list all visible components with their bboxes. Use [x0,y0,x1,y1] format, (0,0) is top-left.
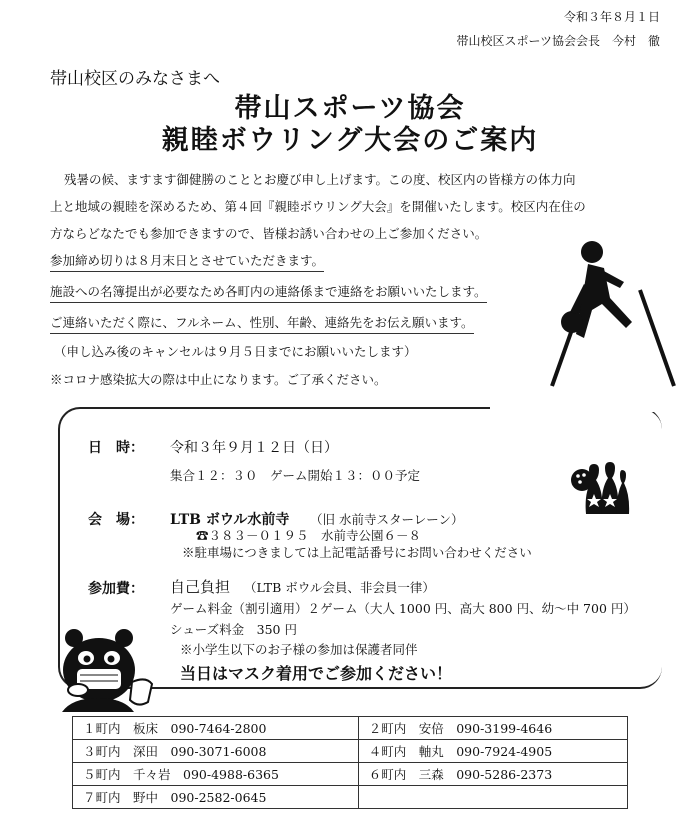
sender: 帯山校区スポーツ協会会長 今村 徹 [456,34,660,48]
body-line: 方ならどなたでも参加できますので、皆様お誘い合わせの上ご参加ください。 [50,226,488,241]
venue-phone: ☎３８３－０１９５ 水前寺公園６－８ [196,528,422,543]
mask-note: 当日はマスク着用でご参加ください！ [180,664,453,683]
kumamon-mascot-icon [62,628,162,712]
fee-value: 自己負担 [170,578,231,596]
issue-date: 令和３年８月１日 [563,10,660,24]
roster-note: 施設への名簿提出が必要なため各町内の連絡係まで連絡をお願いいたします。 [50,282,487,303]
shoe-fee: シューズ料金 350 円 [170,622,297,637]
table-row [73,717,628,740]
contact-info-note: ご連絡いただく際に、フルネーム、性別、年齢、連絡先をお伝え願います。 [50,313,474,334]
contact-cell: １町内 板床 090-7464-2800 [73,717,359,740]
body-line: 上と地域の親睦を深めるため、第４回『親睦ボウリング大会』を開催いたします。校区内在住の [50,199,586,214]
contact-cell: ５町内 千々岩 090-4988-6365 [73,763,359,786]
date-value: 令和３年９月１２日（日） [170,440,338,456]
contact-cell: ２町内 安倍 090-3199-4646 [358,717,627,740]
cancel-note: （申し込み後のキャンセルは９月５日までにお願いいたします） [54,344,417,359]
contact-cell: ７町内 野中 090-2582-0645 [73,786,359,809]
bowler-icon [548,238,678,388]
time-value: 集合１２：３０ ゲーム開始１３：００予定 [170,468,421,483]
covid-note: ※コロナ感染拡大の際は中止になります。ご了承ください。 [50,372,387,387]
contact-cell: ６町内 三森 090-5286-2373 [358,763,627,786]
fee-note: （LTB ボウル会員、非会員一律） [244,580,435,595]
parking-note: ※駐車場につきましては上記電話番号にお問い合わせください [182,545,532,560]
contact-cell [358,786,627,809]
title-line-2: 親睦ボウリング大会のご案内 [161,125,539,156]
greeting: 帯山校区のみなさまへ [50,69,220,89]
title-line-1: 帯山スポーツ協会 [234,93,466,124]
bowling-pins-icon [568,460,632,524]
fee-label: 参加費： [88,581,144,597]
venue-name: LTB ボウル水前寺 [170,512,290,528]
date-label: 日 時： [88,440,144,456]
contacts-table [72,716,628,809]
game-fee: ゲーム料金（割引適用）２ゲーム（大人 1000 円、高大 800 円、幼～中 700 円） [170,601,636,616]
venue-label: 会 場： [88,512,144,528]
body-line: 残暑の候、ますます御健勝のこととお慶び申し上げます。この度、校区内の皆様方の体力向 [64,172,576,187]
contact-cell: ４町内 軸丸 090-7924-4905 [358,740,627,763]
child-note: ※小学生以下のお子様の参加は保護者同伴 [180,642,418,657]
deadline-note: 参加締め切りは８月末日とさせていただきます。 [50,251,324,272]
contact-cell: ３町内 深田 090-3071-6008 [73,740,359,763]
table-row [73,763,628,786]
table-row [73,740,628,763]
table-row [73,786,628,809]
venue-former-name: （旧 水前寺スターレーン） [310,512,464,527]
